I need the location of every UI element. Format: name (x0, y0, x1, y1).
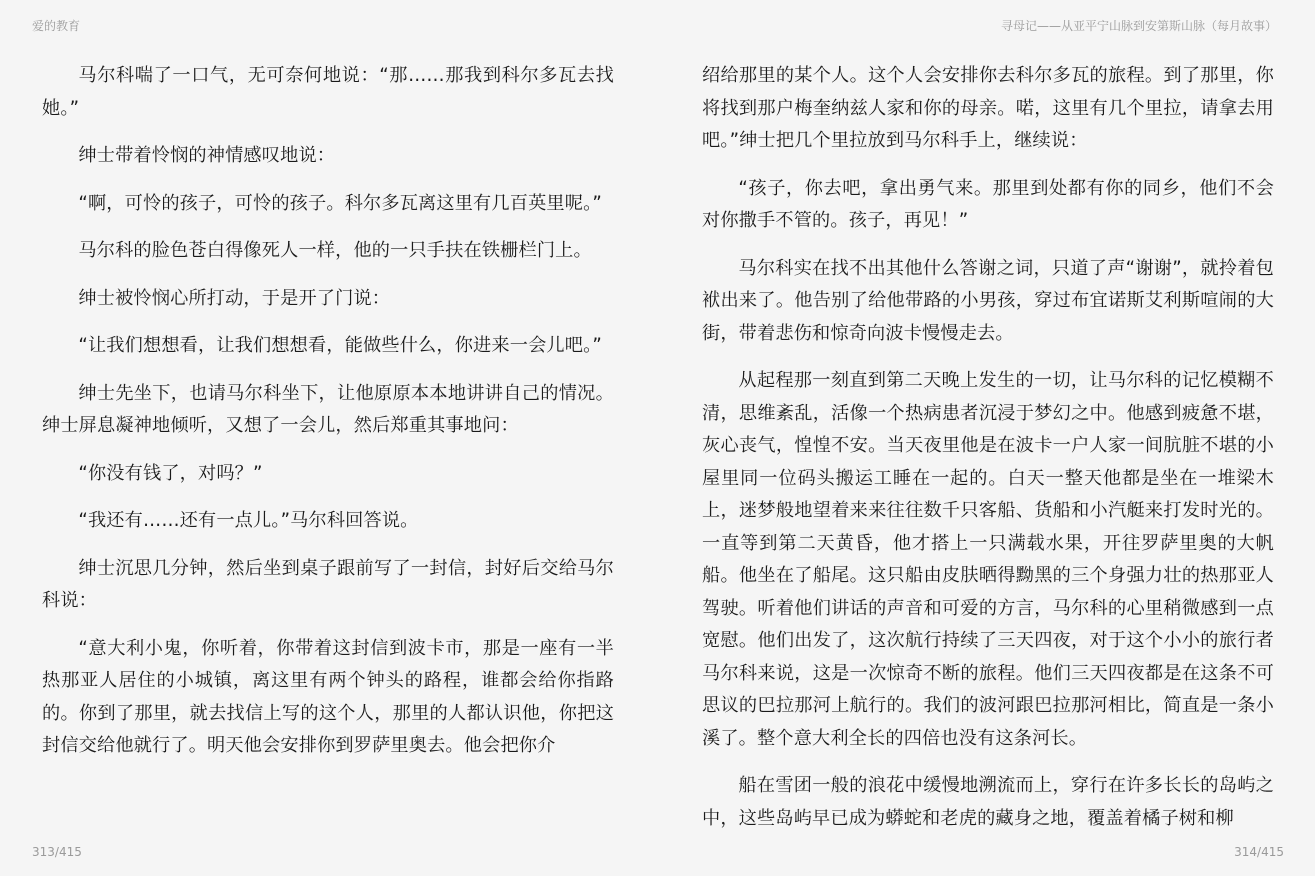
left-page (42, 60, 614, 778)
paragraph: 马尔科实在找不出其他什么答谢之词，只道了声“谢谢”，就拎着包袱出来了。他告别了给他带路的小男孩，穿过布宜诺斯艾利斯喧闹的大街，带着悲伤和惊奇向波卡慢慢走去。 (702, 257, 1274, 344)
paragraph: 绅士被怜悯心所打动，于是开了门说： (78, 287, 391, 309)
paragraph: 船在雪团一般的浪花中缓慢地溯流而上，穿行在许多长长的岛屿之中，这些岛屿早已成为蟒蛇和老虎的藏身之地，覆盖着橘子树和柳 (702, 775, 1274, 829)
paragraph: 马尔科喘了一口气，无可奈何地说：“那……那我到科尔多瓦去找她。” (42, 65, 614, 119)
paragraph: “意大利小鬼，你听着，你带着这封信到波卡市，那是一座有一半热那亚人居住的小城镇，离这里有两个钟头的路程，谁都会给你指路的。你到了那里，就去找信上写的这个人，那里的人都认识他，你把这封信交给他就行了。明天他会安排你到罗萨里奥去。他会把你介 (42, 637, 614, 756)
paragraph: 绅士沉思几分钟，然后坐到桌子跟前写了一封信，封好后交给马尔科说： (42, 557, 614, 611)
right-page-number: 314/415 (1234, 845, 1284, 859)
paragraph: “让我们想想看，让我们想想看，能做些什么，你进来一会儿吧。” (78, 335, 602, 356)
left-page-number: 313/415 (32, 845, 82, 859)
paragraph: 绅士带着怜悯的神情感叹地说： (78, 145, 336, 166)
book-title: 爱的教育 (32, 19, 81, 33)
paragraph: “孩子，你去吧，拿出勇气来。那里到处都有你的同乡，他们不会对你撒手不管的。孩子，再见！” (702, 177, 1274, 231)
paragraph: 马尔科的脸色苍白得像死人一样，他的一只手扶在铁栅栏门上。 (78, 240, 592, 261)
right-page (702, 60, 1274, 829)
paragraph: “啊，可怜的孩子，可怜的孩子。科尔多瓦离这里有几百英里呢。” (78, 192, 602, 214)
paragraph: 绅士先坐下，也请马尔科坐下，让他原原本本地讲讲自己的情况。绅士屏息凝神地倾听，又想了一会儿，然后郑重其事地问： (42, 382, 614, 436)
paragraph: “我还有……还有一点儿。”马尔科回答说。 (78, 510, 419, 531)
paragraph: 从起程那一刻直到第二天晚上发生的一切，让马尔科的记忆模糊不清，思维紊乱，活像一个热病患者沉浸于梦幻之中。他感到疲惫不堪，灰心丧气，惶惶不安。当天夜里他是在波卡一户人家一间肮脏不堪的小屋里同一位码头搬运工睡在一起的。白天一整天他都是坐在一堆梁木上，迷梦般地望着来来往往数千只客船、货船和小汽艇来打发时光的。一直等到第二天黄昏，他才搭上一只满载水果，开往罗萨里奥的大帆船。他坐在了船尾。这只船由皮肤晒得黝黑的三个身强力壮的热那亚人驾驶。听着他们讲话的声音和可爱的方言，马尔科的心里稍微感到一点宽慰。他们出发了，这次航行持续了三天四夜，对于这个小小的旅行者马尔科来说，这是一次惊奇不断的旅程。他们三天四夜都是在这条不可思议的巴拉那河上航行的。我们的波河跟巴拉那河相比，简直是一条小溪了。整个意大利全长的四倍也没有这条河长。 (702, 370, 1274, 749)
continued-paragraph: 绍给那里的某个人。这个人会安排你去科尔多瓦的旅程。到了那里，你将找到那户梅奎纳兹人家和你的母亲。喏，这里有几个里拉，请拿去用吧。”绅士把几个里拉放到马尔科手上，继续说： (702, 65, 1274, 151)
paragraph: “你没有钱了，对吗？” (78, 462, 263, 484)
chapter-title: 寻母记——从亚平宁山脉到安第斯山脉（每月故事） (1000, 19, 1277, 33)
